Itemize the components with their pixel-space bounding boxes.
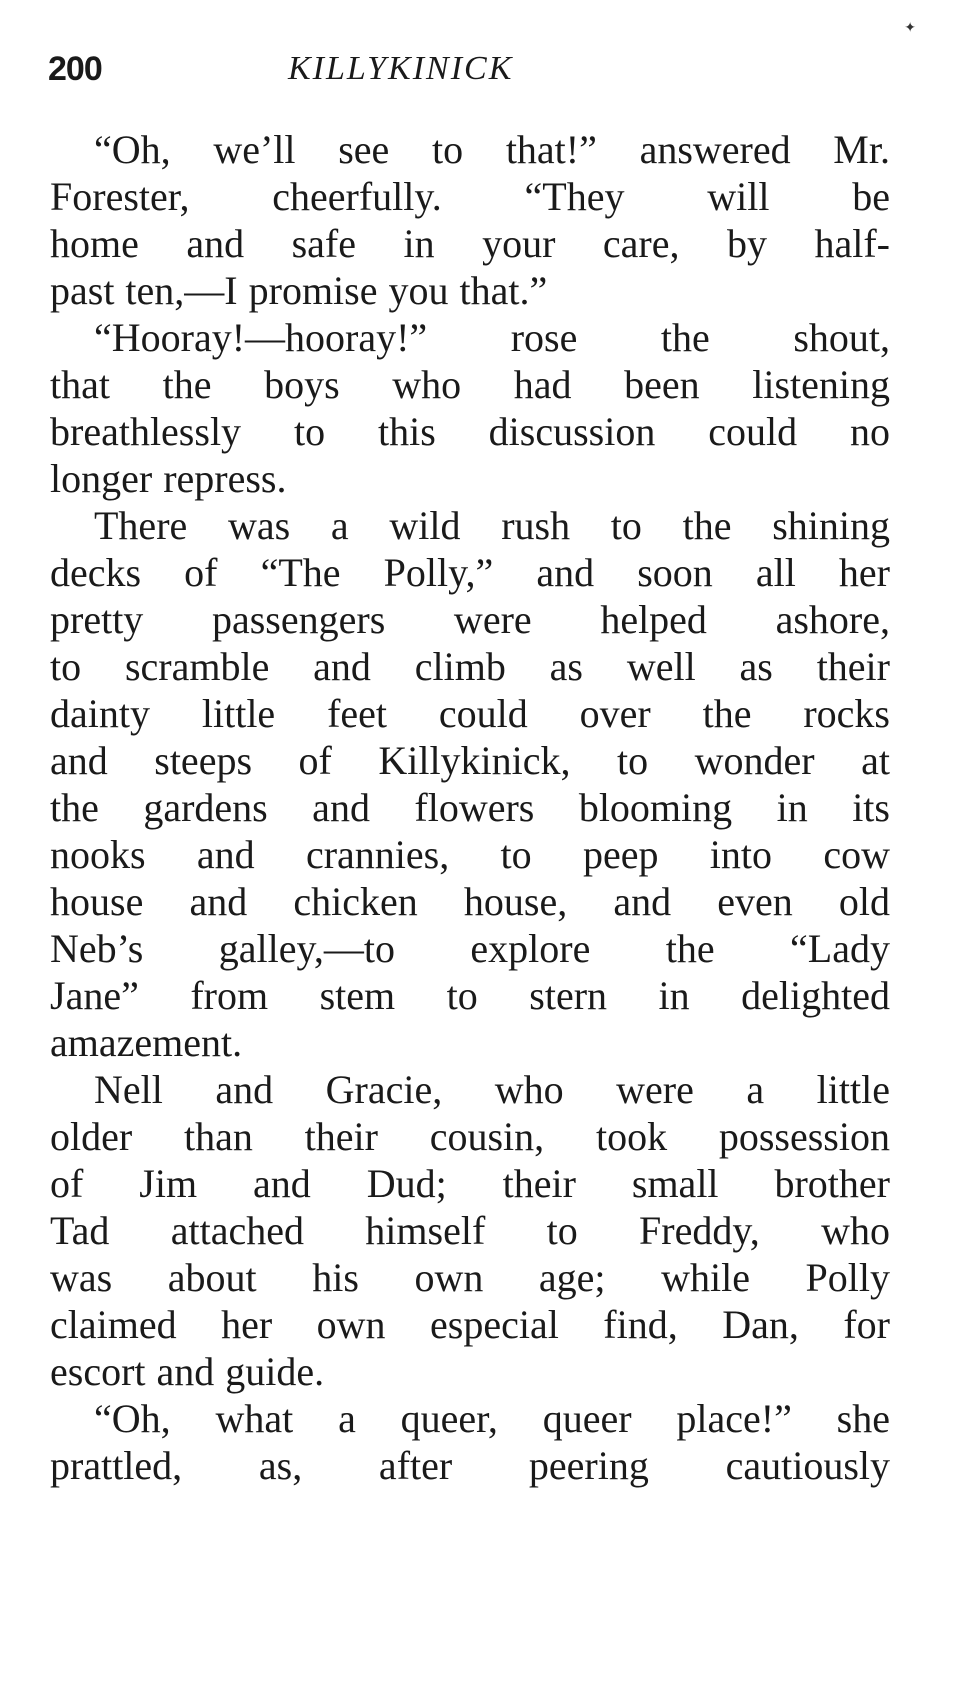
text-line: “Hooray!—hooray!” rose the shout, [94,315,890,360]
printer-mark-icon: ✦ [904,21,916,36]
text-line: Neb’s galley,—to explore the “Lady [50,926,890,971]
text-line: escort and guide. [50,1349,325,1394]
text-line: prattled, as, after peering cautiously [50,1443,890,1488]
text-line: decks of “The Polly,” and soon all her [50,550,890,595]
text-line: “Oh, what a queer, queer place!” she [94,1396,890,1441]
body-text [50,126,890,1489]
paragraph [50,1066,890,1395]
text-line: Forester, cheerfully. “They will be [50,174,890,219]
running-title: KILLYKINICK [288,50,514,87]
text-line: longer repress. [50,456,287,501]
paragraph [50,126,890,314]
text-line: There was a wild rush to the shining [94,503,890,548]
text-line: claimed her own especial find, Dan, for [50,1302,890,1347]
text-line: breathlessly to this discussion could no [50,409,890,454]
text-line: house and chicken house, and even old [50,879,890,924]
running-head [48,44,868,94]
paragraph [50,314,890,502]
text-line: that the boys who had been listening [50,362,890,407]
text-line: Tad attached himself to Freddy, who [50,1208,890,1253]
text-line: of Jim and Dud; their small brother [50,1161,890,1206]
text-line: home and safe in your care, by half- [50,221,890,266]
text-line: pretty passengers were helped ashore, [50,597,890,642]
text-line: to scramble and climb as well as their [50,644,890,689]
text-line: past ten,—I promise you that.” [50,268,548,313]
text-line: was about his own age; while Polly [50,1255,890,1300]
text-line: Nell and Gracie, who were a little [94,1067,890,1112]
text-line: and steeps of Killykinick, to wonder at [50,738,890,783]
text-line: the gardens and flowers blooming in its [50,785,890,830]
text-line: dainty little feet could over the rocks [50,691,890,736]
paragraph [50,502,890,1066]
text-line: amazement. [50,1020,243,1065]
text-line: “Oh, we’ll see to that!” answered Mr. [94,127,890,172]
text-line: Jane” from stem to stern in delighted [50,973,890,1018]
page-number: 200 [48,50,102,88]
text-line: older than their cousin, took possession [50,1114,890,1159]
paragraph [50,1395,890,1489]
text-line: nooks and crannies, to peep into cow [50,832,890,877]
